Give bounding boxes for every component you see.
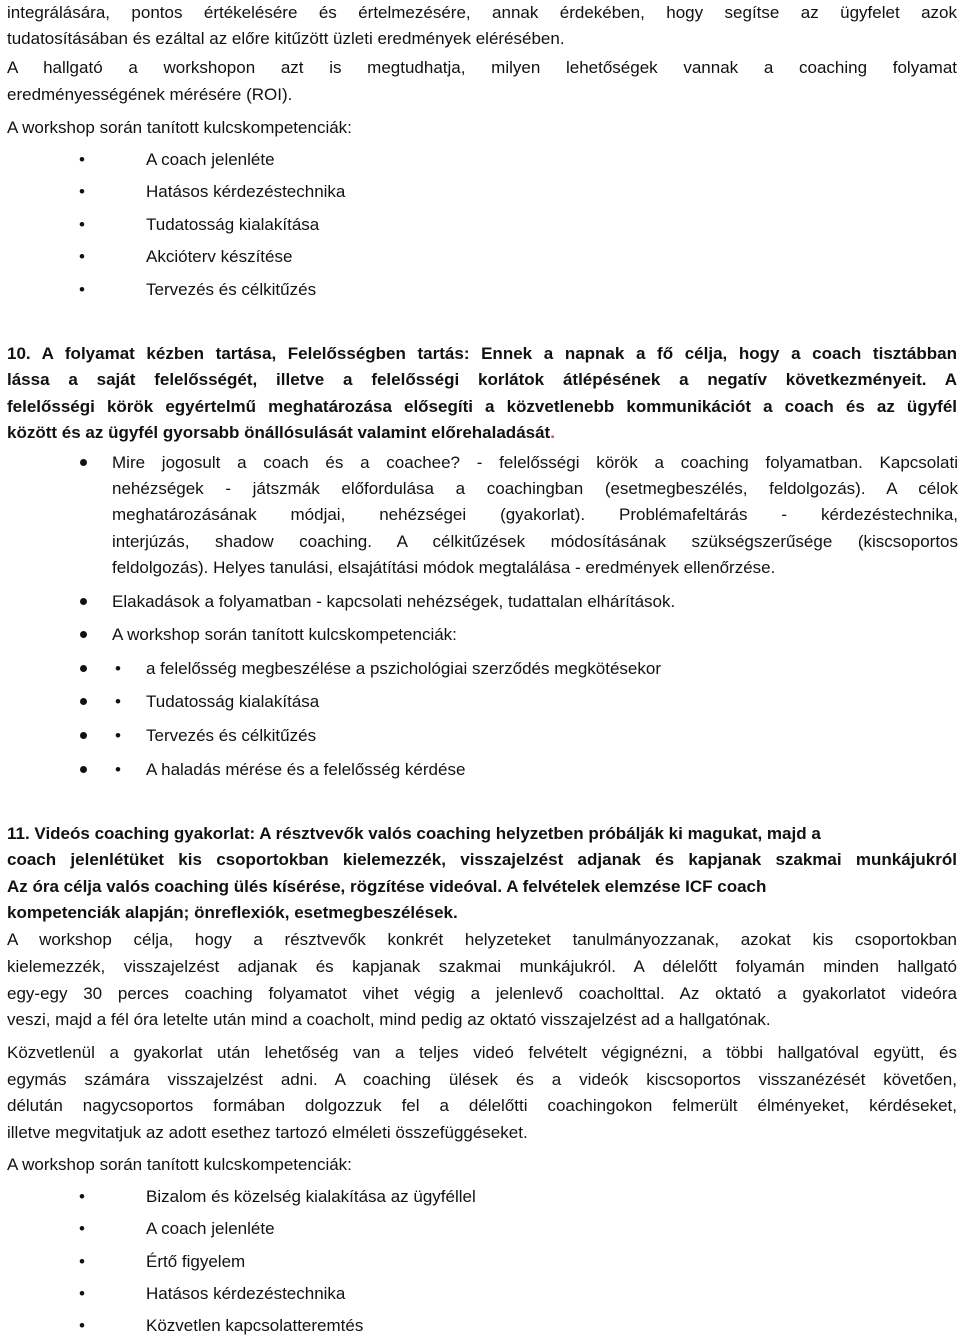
bullet-icon bbox=[79, 1184, 89, 1210]
paragraph-line: A hallgató a workshopon azt is megtudhatja, milyen lehetőségek vannak a coaching folyamat bbox=[7, 58, 957, 77]
heading-line: 11. Videós coaching gyakorlat: A résztvevők valós coaching helyzetben próbálják ki magukat, majd a bbox=[7, 824, 821, 843]
list-item: Tudatosság kialakítása bbox=[146, 692, 320, 711]
list-item: Akcióterv készítése bbox=[146, 247, 293, 266]
bullet-icon bbox=[79, 1281, 89, 1307]
bullet-icon bbox=[79, 450, 89, 476]
paragraph-line: kielemezzék, visszajelzést adjanak és kapjanak szakmai munkájukról. A délelőtt folyamán minden hallgató bbox=[7, 957, 957, 976]
bullet-icon bbox=[79, 244, 89, 270]
heading-line: lássa a saját felelősségét, illetve a felelősségi korlátok átlépésének a negatív következményeit. A bbox=[7, 370, 957, 389]
list-item: a felelősség megbeszélése a pszichológiai szerződés megkötésekor bbox=[146, 659, 662, 678]
heading-period: . bbox=[550, 423, 555, 442]
list-item-line: nehézségek - játszmák előfordulása a coachingban (esetmegbeszélés, feldolgozás). A célok bbox=[112, 479, 958, 498]
list-item: Bizalom és közelség kialakítása az ügyféllel bbox=[146, 1187, 476, 1206]
list-item: A haladás mérése és a felelősség kérdése bbox=[146, 760, 466, 779]
paragraph-line: egy-egy 30 perces coaching folyamatot vihet végig a jelenlevő coacholttal. Az oktató a gyakorlatot videóra bbox=[7, 984, 957, 1003]
heading-line: Az óra célja valós coaching ülés kísérése, rögzítése videóval. A felvételek elemzése ICF coach bbox=[7, 877, 767, 896]
paragraph-line: délután nagycsoportos formában dolgozzuk fel a délelőtti coachingokon felmerült élményeket, kérdéseket, bbox=[7, 1096, 957, 1115]
bullet-icon bbox=[79, 757, 89, 783]
bullet-icon bbox=[79, 212, 89, 238]
bullet-icon bbox=[79, 147, 89, 173]
list-item: Tervezés és célkitűzés bbox=[146, 280, 317, 299]
paragraph-line: illetve megvitatjuk az adott esethez tartozó elméleti összefüggéseket. bbox=[7, 1123, 528, 1142]
bullet-icon bbox=[79, 1249, 89, 1275]
bullet-icon bbox=[79, 1313, 89, 1339]
heading-line bbox=[7, 420, 957, 446]
bullet-icon bbox=[79, 689, 89, 715]
paragraph-line: egymás számára visszajelzést adni. A coaching ülések és a videók kiscsoportos visszanézését követően, bbox=[7, 1070, 957, 1089]
list-item: Hatásos kérdezéstechnika bbox=[146, 182, 346, 201]
paragraph-line: Közvetlenül a gyakorlat után lehetőség van a teljes videó felvételt végignézni, a többi hallgatóval együtt, és bbox=[7, 1043, 957, 1062]
bullet-icon bbox=[115, 656, 125, 682]
heading-line: kompetenciák alapján; önreflexiók, esetmegbeszélések. bbox=[7, 903, 458, 922]
bullet-icon bbox=[79, 179, 89, 205]
heading-line: coach jelenlétüket kis csoportokban kielemezzék, visszajelzést adjanak és kapjanak szakmai munkájukról bbox=[7, 850, 957, 869]
list-item: A coach jelenléte bbox=[146, 1219, 275, 1238]
list-item-line: meghatározásának módjai, nehézségei (gyakorlat). Problémafeltárás - kérdezéstechnika, bbox=[112, 505, 958, 524]
list-item-line: interjúzás, shadow coaching. A célkitűzések módosításának szükségszerűsége (kiscsoportos bbox=[112, 532, 958, 551]
paragraph-line: tudatosításában és ezáltal az előre kitűzött üzleti eredmények elérésében. bbox=[7, 29, 565, 48]
list-item: A coach jelenléte bbox=[146, 150, 275, 169]
list-item-line: feldolgozás). Helyes tanulási, elsajátítási módok megtalálása - eredmények ellenőrzése. bbox=[112, 558, 776, 577]
paragraph-line: eredményességének mérésére (ROI). bbox=[7, 85, 293, 104]
paragraph-line: A workshop célja, hogy a résztvevők konkrét helyzeteket tanulmányozzanak, azokat kis csoportokban bbox=[7, 930, 957, 949]
list-item: Tervezés és célkitűzés bbox=[146, 726, 317, 745]
bullet-icon bbox=[79, 1216, 89, 1242]
paragraph-line: veszi, majd a fél óra letelte után mind a coacholt, mind pedig az oktató visszajelzést ad a hallgatónak. bbox=[7, 1010, 771, 1029]
list-item: Közvetlen kapcsolatteremtés bbox=[146, 1316, 364, 1335]
list-item: A workshop során tanított kulcskompetenciák: bbox=[112, 625, 457, 644]
bullet-icon bbox=[79, 589, 89, 615]
list-item: Elakadások a folyamatban - kapcsolati nehézségek, tudattalan elhárítások. bbox=[112, 592, 676, 611]
bullet-icon bbox=[115, 757, 125, 783]
heading-line: 10. A folyamat kézben tartása, Felelősségben tartás: Ennek a napnak a fő célja, hogy a coach tisztábban bbox=[7, 344, 957, 363]
bullet-icon bbox=[79, 723, 89, 749]
bullet-icon bbox=[115, 723, 125, 749]
heading-text: között és az ügyfél gyorsabb önállósulását valamint előrehaladását bbox=[7, 423, 551, 442]
list-item-line: Mire jogosult a coach és a coachee? - felelősségi körök a coaching folyamatban. Kapcsolati bbox=[112, 453, 958, 472]
bullet-icon bbox=[79, 656, 89, 682]
bullet-icon bbox=[79, 277, 89, 303]
heading-line: felelősségi körök egyértelmű meghatározása elősegíti a közvetlenebb kommunikációt a coach és az ügyfél bbox=[7, 397, 957, 416]
list-item: Tudatosság kialakítása bbox=[146, 215, 320, 234]
competency-heading: A workshop során tanított kulcskompetenciák: bbox=[7, 1155, 352, 1174]
paragraph-line: integrálására, pontos értékelésére és értelmezésére, annak érdekében, hogy segítse az ügyfelet azok bbox=[7, 3, 957, 22]
bullet-icon bbox=[79, 622, 89, 648]
list-item: Hatásos kérdezéstechnika bbox=[146, 1284, 346, 1303]
bullet-icon bbox=[115, 689, 125, 715]
competency-heading: A workshop során tanított kulcskompetenciák: bbox=[7, 118, 352, 137]
list-item: Értő figyelem bbox=[146, 1252, 246, 1271]
